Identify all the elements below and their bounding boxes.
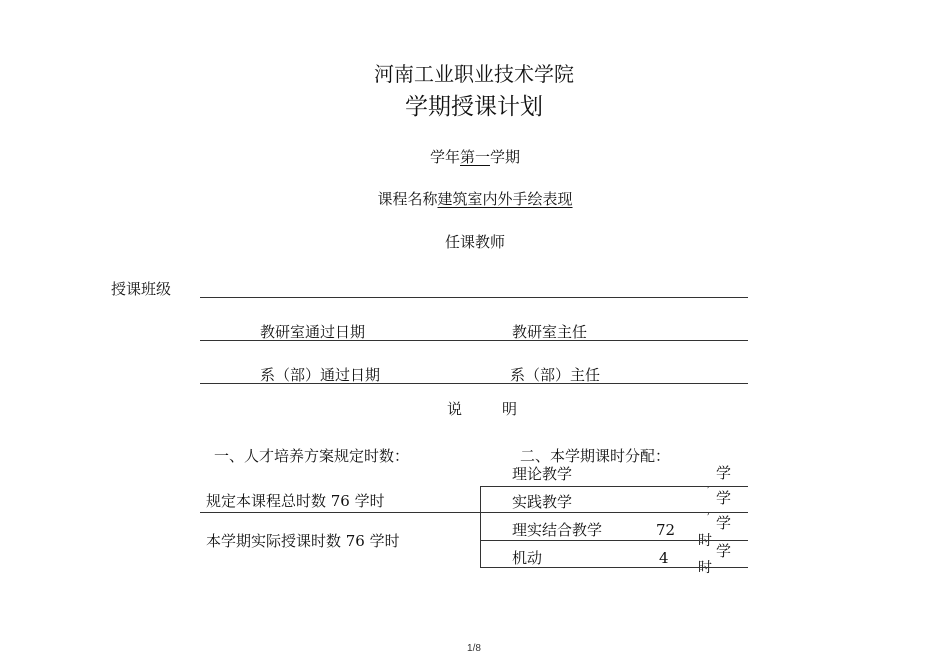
- page-number: 1/8: [467, 643, 481, 654]
- allocation-row-line: [480, 486, 748, 487]
- standard-hours-heading: 一、人才培养方案规定时数：: [214, 447, 410, 465]
- dept-head-label: 教研室主任: [512, 323, 588, 341]
- faculty-head-label: 系（部）主任: [510, 366, 601, 384]
- allocation-unit: 学: [716, 464, 732, 482]
- notes-title-right: 明: [502, 400, 518, 418]
- allocation-unit-mark: ,: [707, 480, 710, 490]
- allocation-unit-tail: 时: [698, 533, 712, 549]
- total-hours-text: 规定本课程总时数 76 学时: [206, 492, 385, 510]
- teacher-label: 任课教师: [444, 233, 506, 251]
- term-suffix: 学期: [490, 148, 521, 166]
- allocation-unit-mark: ,: [707, 507, 710, 517]
- term-prefix: 学年: [429, 148, 460, 166]
- left-divider: [200, 512, 480, 513]
- course-line: [377, 192, 572, 207]
- class-underline: [200, 297, 748, 298]
- faculty-date-label: 系（部）通过日期: [260, 366, 381, 384]
- allocation-label: 机动: [512, 549, 543, 567]
- institution-title: 河南工业职业技术学院: [374, 62, 574, 86]
- allocation-value: 72: [656, 521, 676, 539]
- allocation-label: 理论教学: [512, 465, 573, 483]
- allocation-unit: 学: [716, 514, 732, 532]
- allocation-row-line: [480, 540, 748, 541]
- allocation-unit: 学: [716, 542, 732, 560]
- course-value: 建筑室内外手绘表现: [437, 190, 573, 208]
- allocation-value: 4: [659, 549, 669, 567]
- allocation-heading: 二、本学期课时分配：: [520, 447, 671, 465]
- faculty-underline: [200, 383, 748, 384]
- allocation-row-line: [480, 567, 748, 568]
- term-line: [430, 150, 520, 165]
- allocation-label: 实践教学: [512, 493, 573, 511]
- class-label: 授课班级: [111, 280, 172, 298]
- notes-title-left: 说: [447, 400, 463, 418]
- dept-date-label: 教研室通过日期: [260, 323, 366, 341]
- term-value: 第一: [459, 148, 491, 166]
- allocation-row-line: [480, 512, 748, 513]
- allocation-label: 理实结合教学: [512, 521, 603, 539]
- course-label: 课程名称: [377, 190, 438, 208]
- dept-underline: [200, 340, 748, 341]
- document-title: 学期授课计划: [405, 94, 543, 120]
- actual-hours-text: 本学期实际授课时数 76 学时: [206, 532, 400, 550]
- allocation-unit: 学: [716, 489, 732, 507]
- allocation-unit-tail: 时: [698, 560, 712, 576]
- column-divider: [480, 486, 481, 567]
